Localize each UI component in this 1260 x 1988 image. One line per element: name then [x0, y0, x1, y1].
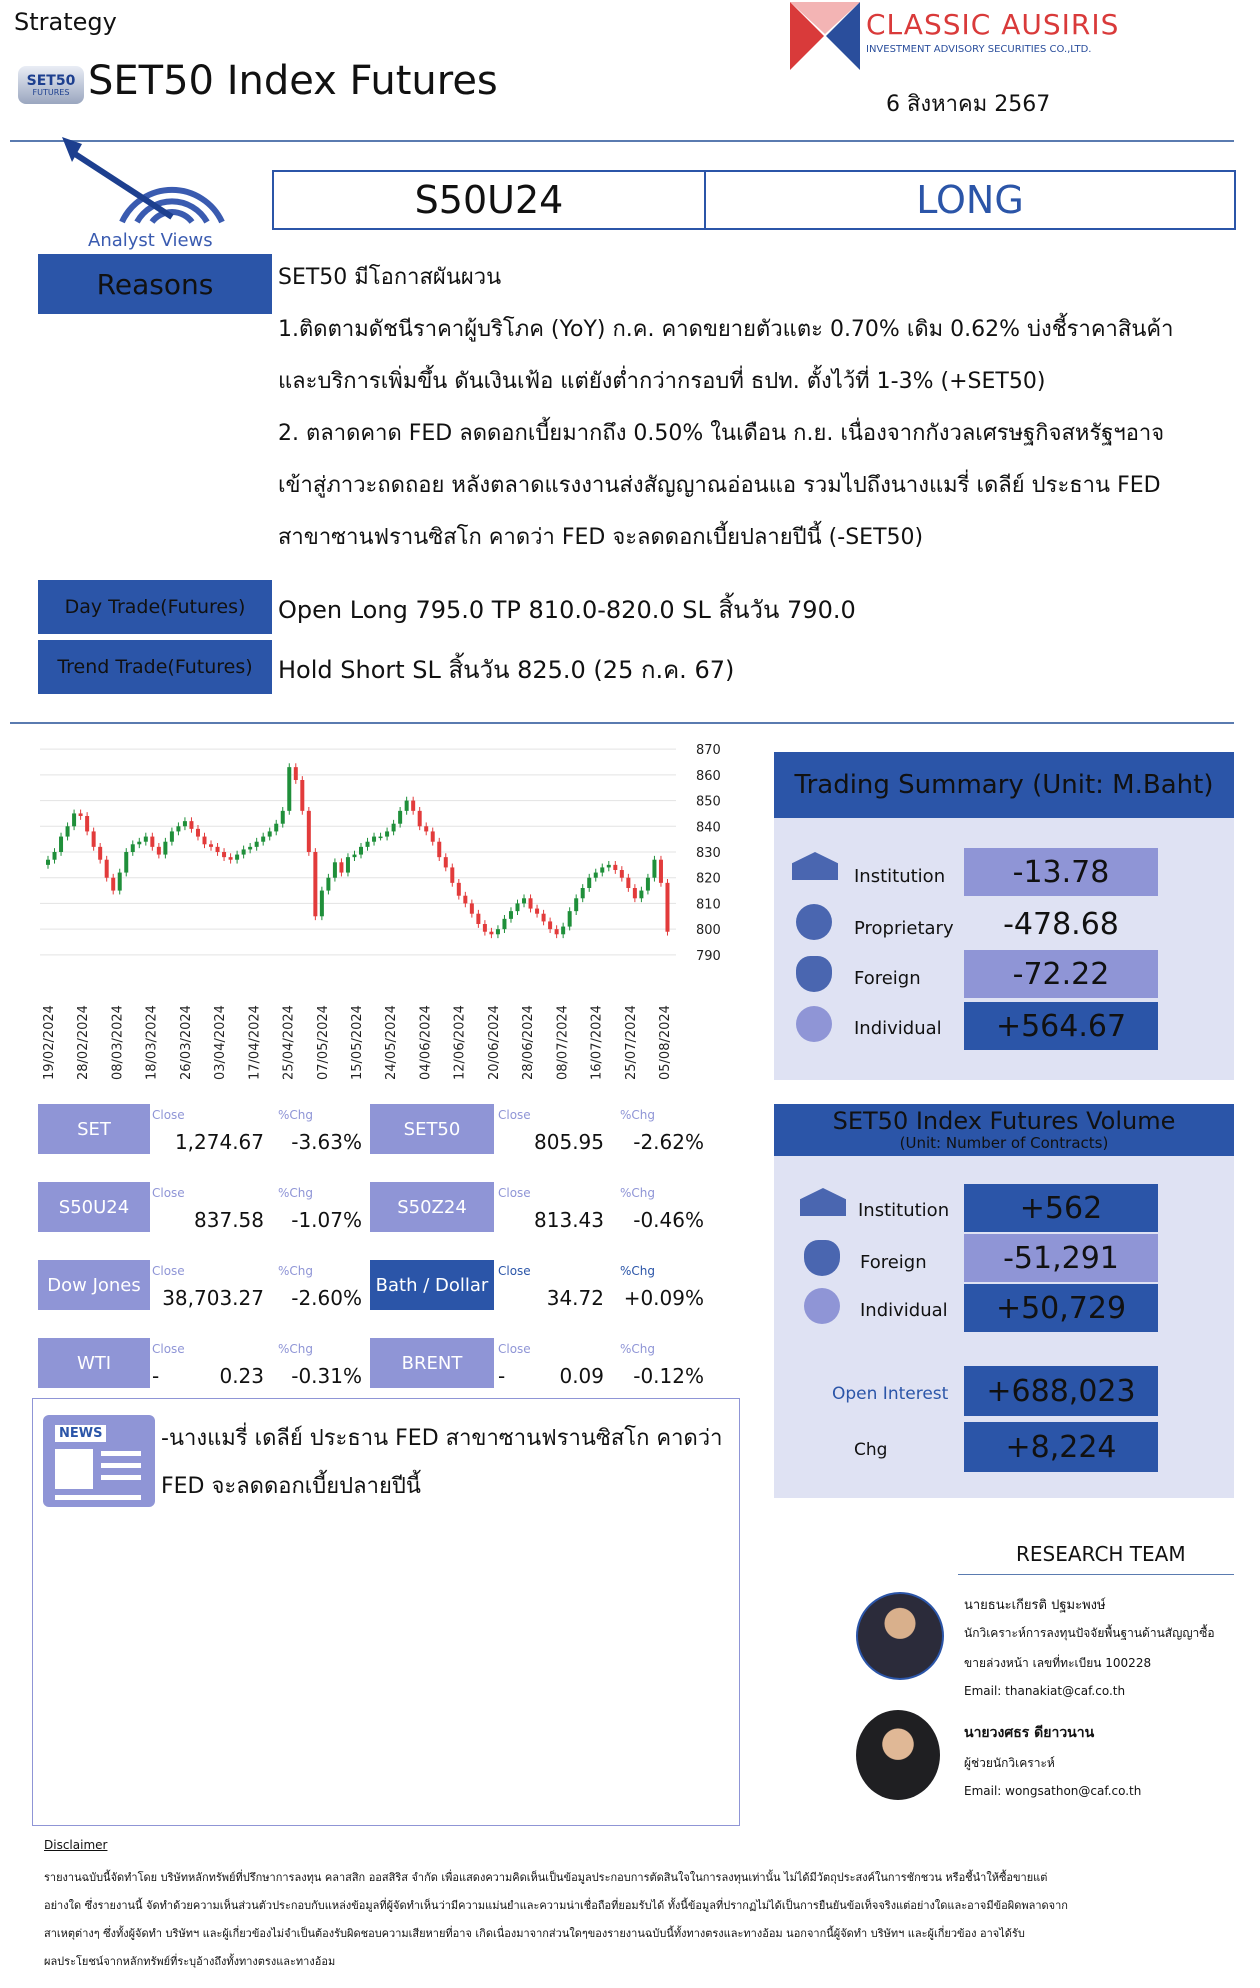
company-subtitle: INVESTMENT ADVISORY SECURITIES CO.,LTD. — [866, 44, 1092, 55]
analyst-views-label: Analyst Views — [88, 230, 213, 251]
avatar — [856, 1592, 944, 1680]
market-chg: -0.31% — [291, 1364, 362, 1388]
chg-caption: %Chg — [620, 1108, 656, 1122]
reason-line: 1.ติดตามดัชนีราคาผู้บริโภค (YoY) ก.ค. คาดขยายตัวแตะ 0.70% เดิม 0.62% บ่งชี้ราคาสินค้า — [278, 317, 1174, 342]
candle-body — [183, 821, 187, 826]
market-name: SET50 — [370, 1104, 494, 1154]
candle-body — [392, 824, 396, 832]
futures-volume-panel — [774, 1104, 1234, 1498]
x-tick-label: 12/06/2024 — [452, 1005, 468, 1080]
chg-caption: %Chg — [278, 1342, 314, 1356]
candle-body — [53, 852, 57, 860]
candlestick-chart — [36, 732, 746, 1092]
summary-label: Foreign — [854, 968, 921, 989]
market-dash: - — [152, 1364, 160, 1388]
person-icon — [796, 1006, 832, 1042]
candle-body — [235, 855, 239, 860]
candle-body — [509, 911, 513, 919]
chg-caption: %Chg — [278, 1186, 314, 1200]
candle-body — [209, 844, 213, 847]
set50-logo-sub: FUTURES — [32, 87, 70, 97]
candle-body — [203, 837, 207, 845]
candle-body — [339, 862, 343, 872]
candle-body — [216, 847, 220, 852]
x-tick-label: 18/03/2024 — [144, 1005, 160, 1080]
reason-line: 2. ตลาดคาด FED ลดดอกเบี้ยมากถึง 0.50% ในเดือน ก.ย. เนื่องจากกังวลเศรษฐกิจสหรัฐฯอาจ — [278, 421, 1165, 446]
day-trade-label: Day Trade(Futures) — [38, 580, 272, 634]
bank-icon — [800, 1188, 846, 1216]
disclaimer-line: รายงานฉบับนี้จัดทำโดย บริษัทหลักทรัพย์ที่ปรึกษาการลงทุน คลาสสิก ออสสิริส จำกัด เพื่อแสดงความคิดเห็นเป็นข้อมูลประกอบการตัดสินใจในการลงทุนเท่านั้น ไม่ได้มีวัตถุประสงค์ในการชักชวน หรือชี้นำให้ซื้อขายแต่ — [44, 1871, 1048, 1884]
candle-body — [124, 852, 128, 873]
market-close: 0.23 — [219, 1364, 264, 1388]
analyst-role: ขายล่วงหน้า เลขที่ทะเบียน 100228 — [964, 1656, 1152, 1670]
summary-value: +564.67 — [964, 1002, 1158, 1050]
candle-body — [457, 883, 461, 896]
chg-caption: %Chg — [620, 1342, 656, 1356]
close-caption: Close — [498, 1342, 531, 1356]
candle-body — [98, 847, 102, 860]
volume-value: -51,291 — [964, 1234, 1158, 1282]
analyst-email: Email: wongsathon@caf.co.th — [964, 1784, 1142, 1798]
candle-body — [424, 826, 428, 831]
disclaimer-line: สาเหตุต่างๆ ซึ่งทั้งผู้จัดทำ บริษัทฯ และผู้เกี่ยวข้องไม่จำเป็นต้องรับผิดชอบความเสียหายที่อาจ เกิดเนื่องมาจากส่วนใดๆของรายงานฉบับนี้ทั้งทางตรงและทางอ้อม นอกจากนี้ผู้จัดทำ บริษัทฯ และผู้เกี่ยวข้อง อาจได้รับ — [44, 1927, 1025, 1940]
x-tick-label: 25/04/2024 — [281, 1005, 297, 1080]
candle-body — [405, 801, 409, 811]
candle-body — [300, 780, 304, 811]
candle-body — [450, 867, 454, 882]
chg-caption: %Chg — [278, 1264, 314, 1278]
price-chart — [36, 732, 746, 1092]
y-tick-label: 840 — [696, 820, 721, 836]
candle-body — [652, 860, 656, 878]
market-name: BRENT — [370, 1338, 494, 1388]
candle-body — [222, 852, 226, 857]
chg-caption: %Chg — [278, 1108, 314, 1122]
candle-body — [326, 878, 330, 891]
market-dash: - — [498, 1364, 506, 1388]
money-bag-icon — [796, 956, 832, 992]
person-icon — [804, 1288, 840, 1324]
candle-body — [359, 847, 363, 855]
reason-line: และบริการเพิ่มขึ้น ดันเงินเฟ้อ แต่ยังต่ำกว่ากรอบที่ ธปท. ตั้งไว้ที่ 1-3% (+SET50) — [278, 369, 1046, 394]
candle-body — [529, 898, 533, 908]
candle-body — [274, 824, 278, 832]
candle-body — [535, 909, 539, 914]
market-chg: -1.07% — [291, 1208, 362, 1232]
candle-body — [372, 837, 376, 842]
market-close: 38,703.27 — [162, 1286, 264, 1310]
candle-body — [111, 878, 115, 891]
reason-line: สาขาซานฟรานซิสโก คาดว่า FED จะลดดอกเบี้ยปลายปีนี้ (-SET50) — [278, 525, 924, 550]
trading-summary-panel — [774, 752, 1234, 1080]
candle-body — [385, 831, 389, 836]
y-tick-label: 790 — [696, 948, 721, 964]
market-close: 805.95 — [534, 1130, 604, 1154]
bank-icon — [792, 852, 838, 880]
avatar — [856, 1710, 940, 1800]
summary-label: Individual — [854, 1018, 942, 1039]
company-name: CLASSIC AUSIRIS — [866, 8, 1120, 41]
candle-body — [398, 811, 402, 824]
candle-body — [248, 847, 252, 850]
candle-body — [333, 862, 337, 877]
set50-logo-text: SET50 — [26, 72, 76, 89]
chg-caption: %Chg — [620, 1264, 656, 1278]
candle-body — [366, 842, 370, 847]
candle-body — [594, 873, 598, 878]
candle-body — [281, 811, 285, 824]
disclaimer-line: ผลประโยชน์จากหลักทรัพย์ที่ระบุอ้างถึงทั้งทางตรงและทางอ้อม — [44, 1955, 336, 1968]
candle-body — [418, 811, 422, 826]
market-chg: -2.60% — [291, 1286, 362, 1310]
x-tick-label: 05/08/2024 — [658, 1005, 673, 1080]
y-tick-label: 820 — [696, 871, 721, 887]
candle-body — [163, 842, 167, 855]
candle-body — [659, 860, 663, 883]
analyst-role: ผู้ช่วยนักวิเคราะห์ — [964, 1756, 1055, 1770]
candle-body — [242, 849, 246, 854]
market-close: 1,274.67 — [174, 1130, 264, 1154]
x-tick-label: 15/05/2024 — [350, 1005, 365, 1080]
candle-body — [176, 826, 180, 831]
volume-value: +50,729 — [964, 1284, 1158, 1332]
disclaimer-title: Disclaimer — [44, 1838, 108, 1852]
candle-body — [639, 891, 643, 899]
market-name: S50Z24 — [370, 1182, 494, 1232]
day-trade-text: Open Long 795.0 TP 810.0-820.0 SL สิ้นวัน 790.0 — [278, 596, 856, 624]
market-name: S50U24 — [38, 1182, 150, 1232]
x-tick-label: 04/06/2024 — [418, 1005, 434, 1080]
reason-line: เข้าสู่ภาวะถดถอย หลังตลาดแรงงานส่งสัญญาณอ่อนแอ รวมไปถึงนางแมรี่ เดลีย์ ประธาน FED — [278, 473, 1161, 498]
candle-body — [229, 857, 233, 860]
candle-body — [92, 831, 96, 846]
research-divider — [958, 1574, 1234, 1575]
market-chg: +0.09% — [623, 1286, 704, 1310]
candle-body — [542, 914, 546, 922]
candle-body — [516, 903, 520, 911]
disclaimer-text — [44, 1864, 1244, 1976]
market-table — [38, 1104, 738, 1404]
market-chg: -0.12% — [633, 1364, 704, 1388]
candle-body — [255, 842, 259, 847]
candle-body — [431, 831, 435, 841]
candle-body — [574, 898, 578, 911]
money-bag-icon — [804, 1240, 840, 1276]
trend-trade-label: Trend Trade(Futures) — [38, 640, 272, 694]
analyst-name: นายวงศธร ดียาวนาน — [964, 1725, 1095, 1741]
market-close: 0.09 — [559, 1364, 604, 1388]
candle-body — [489, 932, 493, 935]
research-team-title: RESEARCH TEAM — [1016, 1542, 1186, 1566]
x-tick-label: 19/02/2024 — [42, 1005, 57, 1080]
market-chg: -2.62% — [633, 1130, 704, 1154]
candle-body — [320, 891, 324, 917]
reasons-label: Reasons — [38, 254, 272, 314]
reasons-text — [278, 252, 1238, 564]
candle-body — [85, 816, 89, 831]
market-close: 837.58 — [194, 1208, 264, 1232]
candle-body — [59, 837, 63, 852]
analyst-email: Email: thanakiat@caf.co.th — [964, 1684, 1126, 1698]
page-title: SET50 Index Futures — [88, 58, 498, 104]
market-chg: -0.46% — [633, 1208, 704, 1232]
candle-body — [613, 865, 617, 870]
globe-people-icon — [796, 904, 832, 940]
candle-body — [131, 844, 135, 852]
futures-volume-header — [774, 1104, 1234, 1156]
market-chg: -3.63% — [291, 1130, 362, 1154]
open-interest-label: Open Interest — [832, 1384, 949, 1404]
candle-body — [568, 911, 572, 926]
candle-body — [483, 924, 487, 932]
analyst-views-logo — [52, 132, 232, 252]
disclaimer-line: อย่างใด ซึ่งรายงานนี้ จัดทำด้วยความเห็นส่วนตัวประกอบกับแหล่งข้อมูลที่ผู้จัดทำเห็นว่ามีความแม่นยำและความน่าเชื่อถือที่ยอมรับได้ ทั้งนี้ข้อมูลที่ปรากฏไม่ได้เป็นการยืนยันข้อเท็จจริงแต่อย่างใดและอาจมีข้อผิดพลาดจาก — [44, 1899, 1068, 1912]
market-close: 34.72 — [546, 1286, 604, 1310]
chg-value: +8,224 — [964, 1422, 1158, 1472]
x-tick-label: 16/07/2024 — [589, 1005, 605, 1080]
candle-body — [476, 914, 480, 924]
x-tick-label: 07/05/2024 — [315, 1005, 331, 1080]
chg-caption: %Chg — [620, 1186, 656, 1200]
set50-logo — [18, 66, 84, 104]
x-tick-label: 28/02/2024 — [76, 1005, 92, 1080]
candle-body — [268, 831, 272, 836]
candle-body — [105, 860, 109, 878]
position-symbol: S50U24 — [274, 172, 706, 228]
candle-body — [261, 837, 265, 842]
candle-body — [581, 888, 585, 898]
close-caption: Close — [152, 1108, 185, 1122]
candle-body — [307, 811, 311, 852]
summary-value: -72.22 — [964, 950, 1158, 998]
x-tick-label: 08/07/2024 — [555, 1005, 571, 1080]
news-line: FED จะลดดอกเบี้ยปลายปีนี้ — [161, 1474, 421, 1499]
y-tick-label: 860 — [696, 768, 721, 784]
candle-body — [555, 929, 559, 934]
position-box — [272, 170, 1236, 230]
candle-body — [470, 903, 474, 913]
volume-label: Institution — [858, 1200, 950, 1221]
company-logo — [790, 0, 860, 72]
candle-body — [548, 921, 552, 929]
candle-body — [561, 927, 565, 935]
candle-body — [287, 767, 291, 811]
news-box — [32, 1398, 740, 1826]
trading-summary-title: Trading Summary (Unit: M.Baht) — [774, 752, 1234, 818]
candle-body — [626, 878, 630, 888]
futures-volume-title: SET50 Index Futures Volume — [832, 1107, 1176, 1135]
position-direction: LONG — [916, 178, 1024, 222]
candle-body — [496, 929, 500, 934]
x-tick-label: 03/04/2024 — [213, 1005, 229, 1080]
candle-body — [463, 896, 467, 904]
reason-line: SET50 มีโอกาสผันผวน — [278, 265, 502, 290]
analyst-name: นายธนะเกียรติ ปฐมะพงษ์ — [964, 1598, 1106, 1613]
futures-volume-subtitle: (Unit: Number of Contracts) — [899, 1134, 1109, 1152]
volume-label: Individual — [860, 1300, 948, 1321]
candle-body — [137, 842, 141, 845]
market-close: 813.43 — [534, 1208, 604, 1232]
x-tick-label: 08/03/2024 — [110, 1005, 126, 1080]
close-caption: Close — [152, 1342, 185, 1356]
candle-body — [189, 821, 193, 829]
open-interest-value: +688,023 — [964, 1366, 1158, 1416]
chg-label: Chg — [854, 1440, 888, 1460]
candle-body — [379, 837, 383, 839]
candle-body — [118, 873, 122, 891]
y-tick-label: 830 — [696, 846, 721, 861]
candle-body — [502, 919, 506, 929]
candle-body — [66, 826, 70, 836]
candle-body — [444, 857, 448, 867]
candle-body — [79, 813, 83, 816]
summary-label: Institution — [854, 866, 946, 887]
x-tick-label: 24/05/2024 — [384, 1005, 400, 1080]
candle-body — [170, 831, 174, 841]
candle-body — [196, 829, 200, 837]
candle-body — [633, 888, 637, 898]
candle-body — [46, 860, 50, 865]
y-tick-label: 870 — [696, 743, 721, 759]
x-tick-label: 17/04/2024 — [247, 1005, 263, 1080]
candle-body — [72, 813, 76, 826]
news-icon-label: NEWS — [55, 1425, 106, 1442]
news-line: -นางแมรี่ เดลีย์ ประธาน FED สาขาซานฟรานซิสโก คาดว่า — [161, 1426, 723, 1451]
y-tick-label: 850 — [696, 794, 721, 810]
candle-body — [600, 867, 604, 872]
close-caption: Close — [498, 1108, 531, 1122]
candle-body — [150, 837, 154, 847]
strategy-label: Strategy — [14, 8, 117, 36]
volume-value: +562 — [964, 1184, 1158, 1232]
x-tick-label: 25/07/2024 — [623, 1005, 639, 1080]
candle-body — [294, 767, 298, 780]
market-name: SET — [38, 1104, 150, 1154]
market-name: WTI — [38, 1338, 150, 1388]
candle-body — [352, 855, 356, 858]
x-tick-label: 20/06/2024 — [486, 1005, 502, 1080]
close-caption: Close — [498, 1264, 531, 1278]
market-name: Bath / Dollar — [370, 1260, 494, 1310]
news-icon — [43, 1415, 155, 1507]
summary-label: Proprietary — [854, 918, 954, 939]
candle-body — [522, 898, 526, 903]
close-caption: Close — [152, 1264, 185, 1278]
x-tick-label: 26/03/2024 — [178, 1005, 194, 1080]
summary-value: -478.68 — [964, 900, 1158, 948]
trend-trade-text: Hold Short SL สิ้นวัน 825.0 (25 ก.ค. 67) — [278, 656, 735, 684]
y-tick-label: 810 — [696, 897, 721, 913]
candle-body — [587, 878, 591, 888]
section-divider — [10, 722, 1234, 724]
y-tick-label: 800 — [696, 923, 721, 939]
candle-body — [313, 852, 317, 916]
candle-body — [346, 857, 350, 872]
candle-body — [144, 837, 148, 842]
candle-body — [620, 870, 624, 878]
x-tick-label: 28/06/2024 — [521, 1005, 537, 1080]
analyst-role: นักวิเคราะห์การลงทุนปัจจัยพื้นฐานด้านสัญญาซื้อ — [964, 1626, 1215, 1640]
report-date: 6 สิงหาคม 2567 — [886, 92, 1051, 117]
summary-value: -13.78 — [964, 848, 1158, 896]
close-caption: Close — [498, 1186, 531, 1200]
candle-body — [411, 801, 415, 811]
close-caption: Close — [152, 1186, 185, 1200]
candle-body — [646, 878, 650, 891]
candle-body — [157, 847, 161, 855]
news-text — [161, 1415, 722, 1511]
volume-label: Foreign — [860, 1252, 927, 1273]
candle-body — [437, 842, 441, 857]
candle-body — [607, 865, 611, 868]
candle-body — [665, 883, 669, 932]
market-name: Dow Jones — [38, 1260, 150, 1310]
